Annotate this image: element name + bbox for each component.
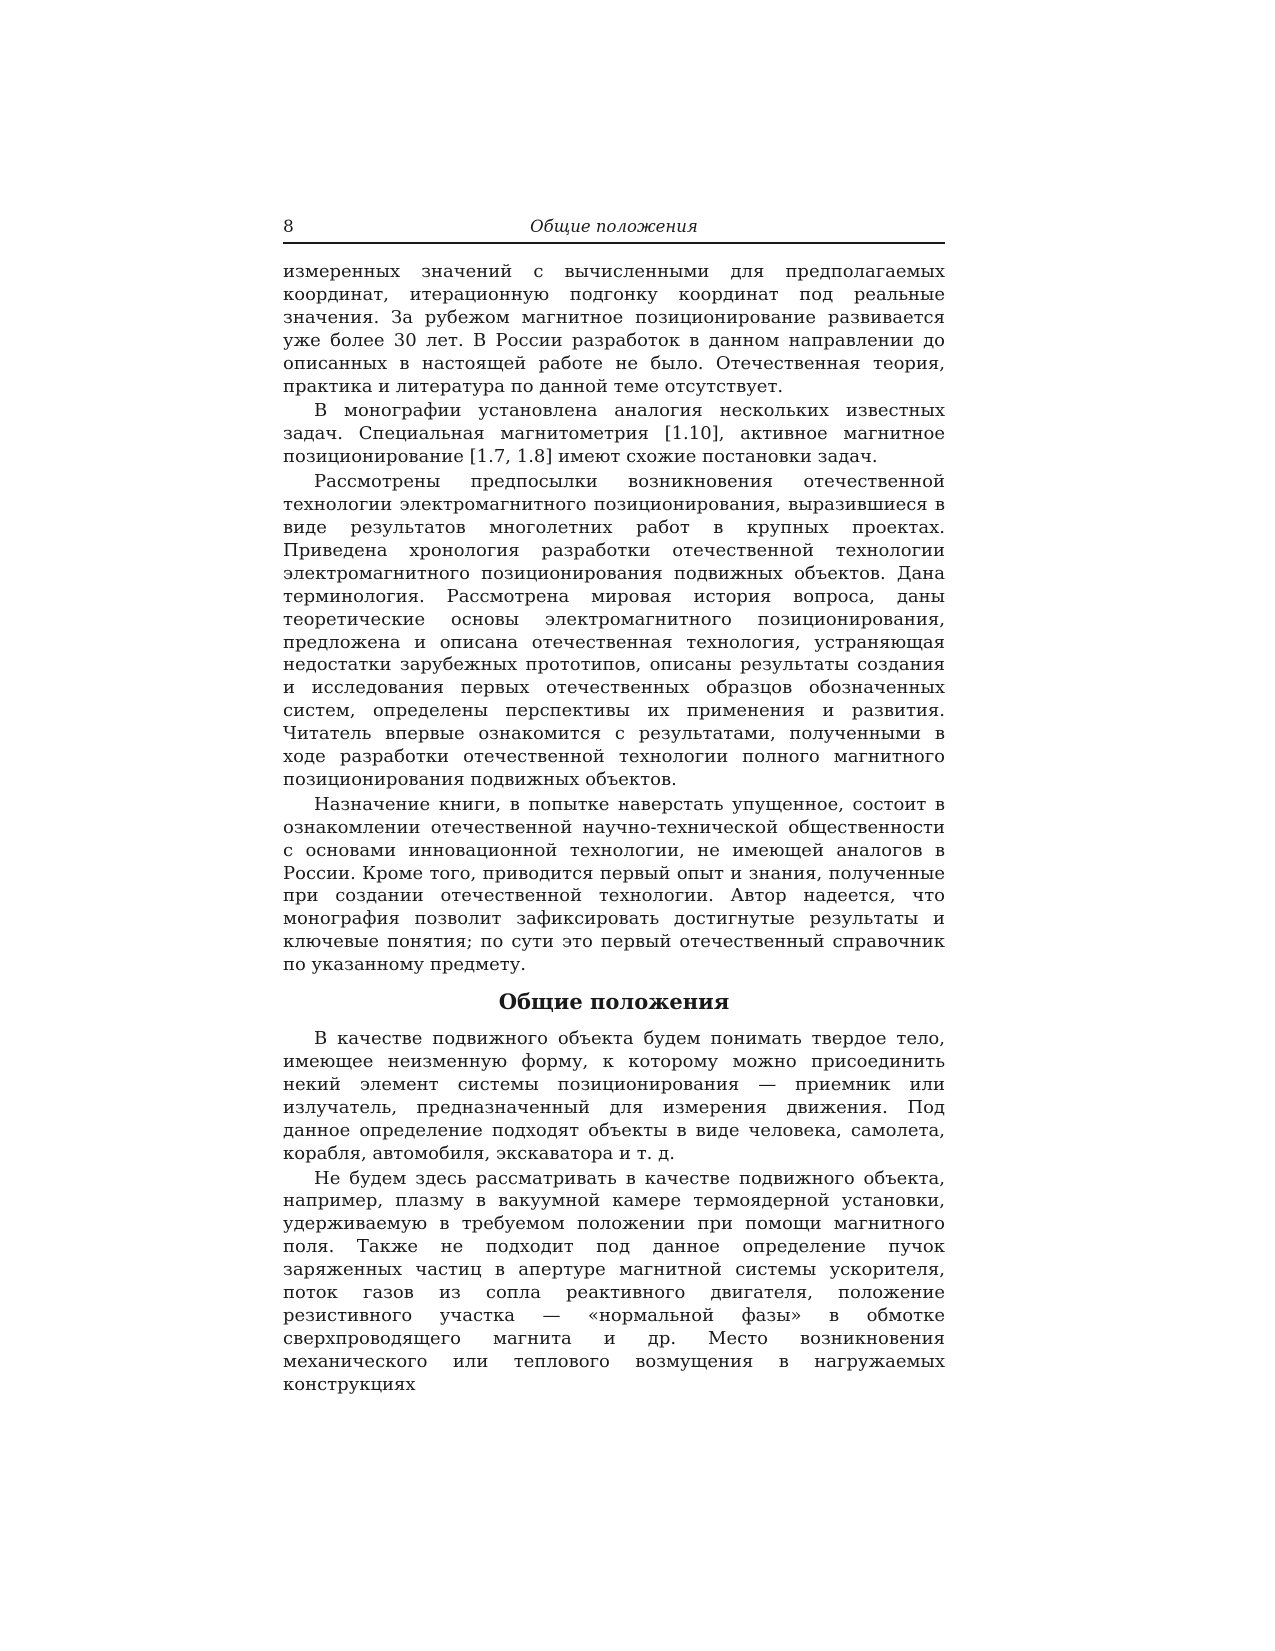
paragraph-4: Назначение книги, в попытке наверстать упущенное, состоит в ознакомлении отечественной научно-технической общественности с основами инновационной технологии, не имеющей аналогов в России. Кроме того, приводится первый опыт и знания, полученные при создании отечественной технологии. Автор надеется, что монография позволит зафиксировать достигнутые результаты и ключевые понятия; по сути это первый отечественный справочник по указанному предмету.	[283, 793, 945, 976]
page-number: 8	[283, 217, 294, 237]
section-paragraph-1: В качестве подвижного объекта будем понимать твердое тело, имеющее неизменную форму, к которому можно присоединить некий элемент системы позиционирования — приемник или излучатель, предназначенный для измерения движения. Под данное определение подходят объекты в виде человека, самолета, корабля, автомобиля, экскаватора и т. д.	[283, 1028, 945, 1164]
paragraph-1: измеренных значений с вычисленными для предполагаемых координат, итерационную подгонку координат под реальные значения. За рубежом магнитное позиционирование развивается уже более 30 лет. В России разработок в данном направлении до описанных в настоящей работе не было. Отечественная теория, практика и литература по данной теме отсутствует.	[283, 261, 945, 397]
body-text	[283, 261, 945, 1397]
section-paragraph-2: Не будем здесь рассматривать в качестве подвижного объекта, например, плазму в вакуумной камере термоядерной установки, удерживаемую в требуемом положении при помощи магнитного поля. Также не подходит под данное определение пучок заряженных частиц в апертуре магнитной системы ускорителя, поток газов из сопла реактивного двигателя, положение резистивного участка — «нормальной фазы» в обмотке сверхпроводящего магнита и др. Место возникновения механического или теплового возмущения в нагружаемых конструкциях	[283, 1167, 945, 1395]
page-header	[283, 216, 945, 244]
section-title: Общие положения	[498, 989, 730, 1015]
paragraph-2: В монографии установлена аналогия нескольких известных задач. Специальная магнитометрия [1.10], активное магнитное позиционирование [1.7, 1.8] имеют схожие постановки задач.	[283, 400, 945, 468]
running-title: Общие положения	[530, 217, 698, 236]
paragraph-3: Рассмотрены предпосылки возникновения отечественной технологии электромагнитного позиционирования, выразившиеся в виде результатов многолетних работ в крупных проектах. Приведена хронология разработки отечественной технологии электромагнитного позиционирования подвижных объектов. Дана терминология. Рассмотрена мировая история вопроса, даны теоретические основы электромагнитного позиционирования, предложена и описана отечественная технология, устраняющая недостатки зарубежных прототипов, описаны результаты создания и исследования первых отечественных образцов обозначенных систем, определены перспективы их применения и развития. Читатель впервые ознакомится с результатами, полученными в ходе разработки отечественной технологии полного магнитного позиционирования подвижных объектов.	[283, 471, 945, 790]
